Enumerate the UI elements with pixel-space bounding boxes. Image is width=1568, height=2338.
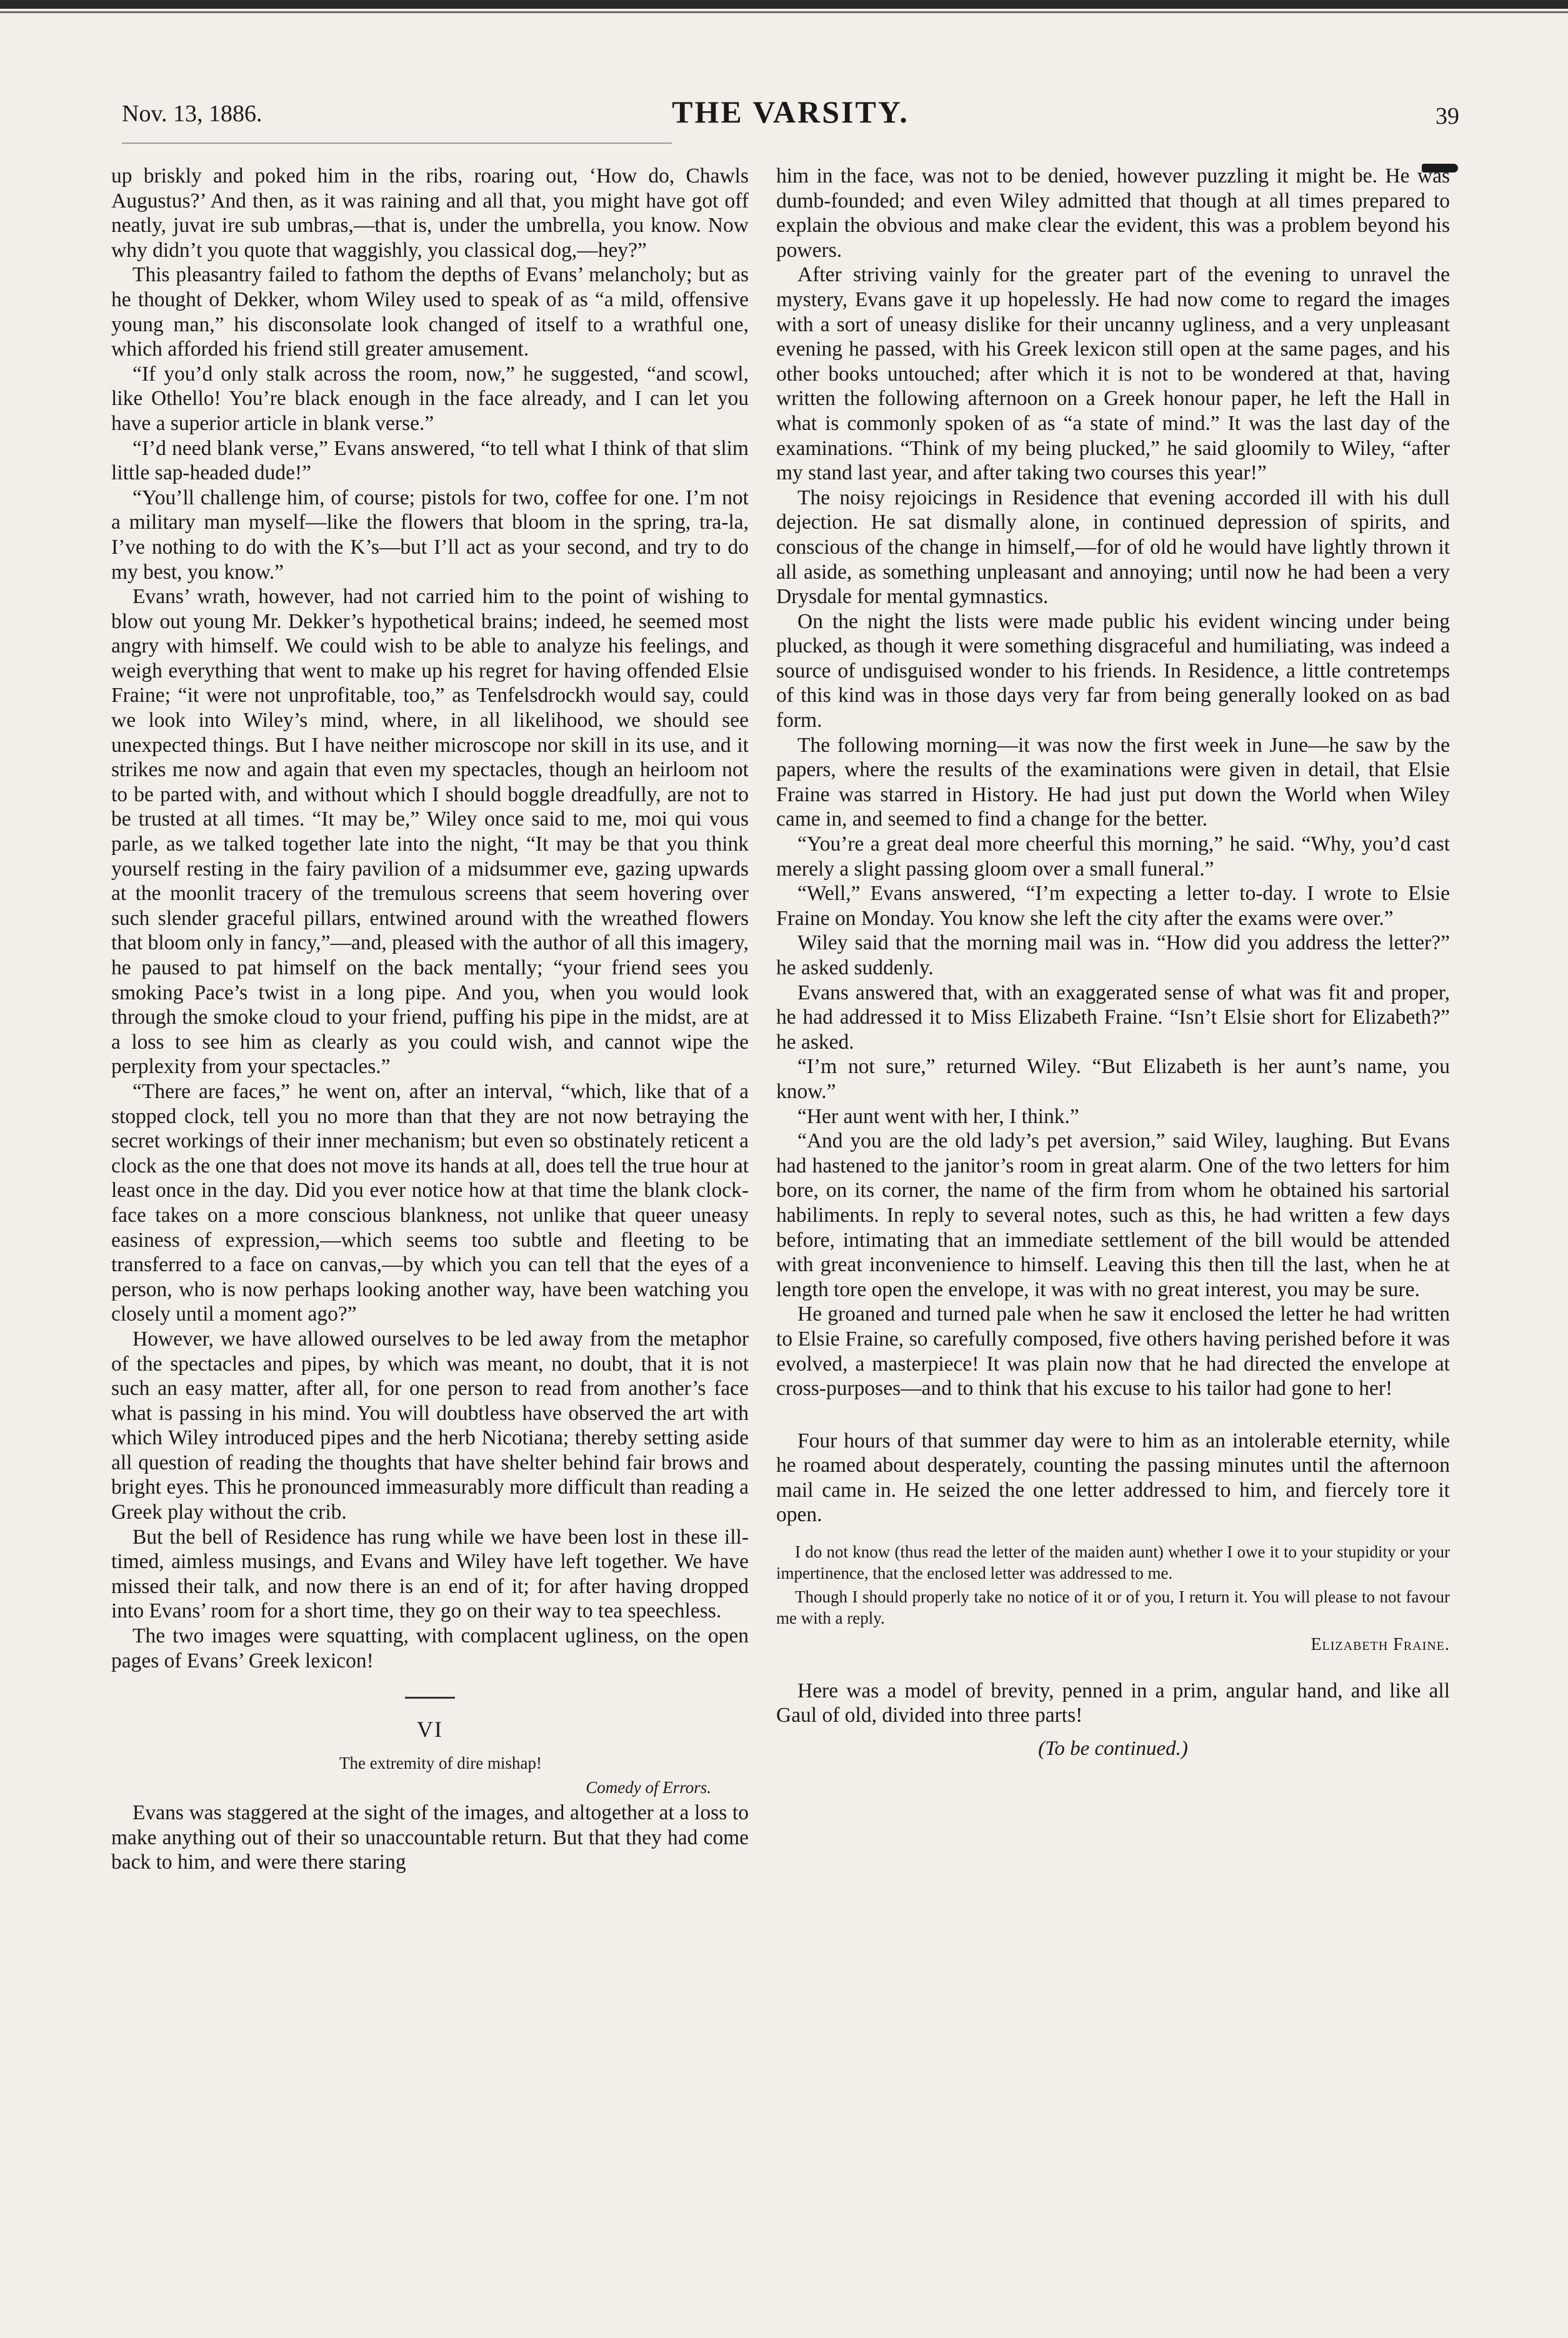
- quoted-letter: [776, 1541, 1450, 1629]
- spacer: [776, 1527, 1450, 1541]
- paragraph: On the night the lists were made public his evident wincing under being plucked, as though it were something disgraceful and humiliating, was indeed a source of undisguised wonder to his friends. In Residence, a little contretemps of this kind was in those days very far from being generally looked on as bad form.: [776, 609, 1450, 732]
- section-number: VI: [417, 1717, 443, 1742]
- right-column: [776, 164, 1450, 1761]
- paragraph: The two images were squatting, with complacent ugliness, on the open pages of Evans’ Greek lexicon!: [111, 1624, 749, 1672]
- to-be-continued: (To be continued.): [1038, 1737, 1188, 1760]
- paragraph: Evans’ wrath, however, had not carried him to the point of wishing to blow out young Mr. Dekker’s hypothetical brains; indeed, he seemed most angry with himself. We could wish to be able to analyze his feelings, and weigh everything that went to make up his regret for having offended Elsie Fraine; “it were not unprofitable, too,” as Tenfelsdrockh would say, could we look into Wiley’s mind, where, in all likelihood, we should see unexpected things. But I have neither microscope nor skill in its use, and it strikes me now and again that even my spectacles, though an heirloom not to be parted with, and without which I should boggle dreadfully, are not to be trusted at all times. “It may be,” Wiley once said to me, moi qui vous parle, as we talked together late into the night, “It may be that you think yourself resting in the fairy pavilion of a midsummer eve, gazing upwards at the moonlit tracery of the tremulous screens that seem hovering over such slender graceful pillars, entwined around with the wreathed flowers that bloom only in fancy,”—and, pleased with the author of all this imagery, he paused to pat himself on the back mentally; “your friend sees you smoking Pace’s twist in a long pipe. And you, when you would look through the smoke cloud to your friend, puffing his pipe in the midst, are at a loss to see him as clearly as you could wish, and cannot wipe the perplexity from your spectacles.”: [111, 585, 749, 1079]
- epigraph-source: Comedy of Errors.: [586, 1778, 711, 1797]
- issue-date: Nov. 13, 1886.: [122, 101, 262, 127]
- scan-top-line: [0, 11, 1568, 13]
- paragraph: Here was a model of brevity, penned in a prim, angular hand, and like all Gaul of old, divided into three parts!: [776, 1679, 1450, 1727]
- paragraph: The following morning—it was now the first week in June—he saw by the papers, where the results of the examinations were given in detail, that Elsie Fraine was starred in History. He had just put down the World when Wiley came in, and seemed to find a change for the better.: [776, 733, 1450, 831]
- letter-paragraph: I do not know (thus read the letter of the maiden aunt) whether I owe it to your stupidity or your impertinence, that the enclosed letter was addressed to me.: [776, 1542, 1450, 1583]
- paragraph: This pleasantry failed to fathom the depths of Evans’ melancholy; but as he thought of Dekker, whom Wiley used to speak of as “a mild, offensive young man,” his disconsolate look changed of itself to a wrathful one, which afforded his friend still greater amusement.: [111, 263, 749, 361]
- paragraph: Evans was staggered at the sight of the images, and altogether at a loss to make anything out of their so unaccountable return. But that they had come back to him, and were there staring: [111, 1801, 749, 1874]
- spacer: [776, 1401, 1450, 1429]
- paragraph: Four hours of that summer day were to him as an intolerable eternity, while he roamed about desperately, counting the passing minutes until the afternoon mail came in. He seized the one letter addressed to him, and fiercely tore it open.: [776, 1429, 1450, 1527]
- paragraph: “I’m not sure,” returned Wiley. “But Elizabeth is her aunt’s name, you know.”: [776, 1055, 1450, 1103]
- paragraph: him in the face, was not to be denied, however puzzling it might be. He was dumb-founded; and even Wiley admitted that though at all times prepared to explain the obvious and make clear the evident, this was a problem beyond his powers.: [776, 164, 1450, 262]
- paragraph: “I’d need blank verse,” Evans answered, “to tell what I think of that slim little sap-headed dude!”: [111, 436, 749, 485]
- paragraph: However, we have allowed ourselves to be led away from the metaphor of the spectacles and pipes, by which was meant, no doubt, that it is not such an easy matter, after all, for one person to read from another’s face what is passing in his mind. You will doubtless have observed the art with which Wiley introduced pipes and the herb Nicotiana; thereby setting aside all question of reading the thoughts that have shelter behind fair brows and bright eyes. This he pronounced immeasurably more difficult than reading a Greek play without the crib.: [111, 1327, 749, 1524]
- paragraph: But the bell of Residence has rung while we have been lost in these ill-timed, aimless musings, and Evans and Wiley have left together. We have missed their talk, and now there is an end of it; for after having dropped into Evans’ room for a short time, they go on their way to tea speechless.: [111, 1525, 749, 1623]
- paragraph: Wiley said that the morning mail was in. “How did you address the letter?” he asked suddenly.: [776, 931, 1450, 979]
- scan-top-edge: [0, 0, 1568, 9]
- letter-signature: Elizabeth Fraine.: [1311, 1635, 1450, 1655]
- paragraph: Evans answered that, with an exaggerated sense of what was fit and proper, he had addressed it to Miss Elizabeth Fraine. “Isn’t Elsie short for Elizabeth?” he asked.: [776, 981, 1450, 1054]
- section-rule: [405, 1697, 455, 1699]
- epigraph-line: The extremity of dire mishap!: [339, 1753, 542, 1772]
- page-header: [122, 94, 1459, 144]
- paragraph: “You’re a great deal more cheerful this morning,” he said. “Why, you’d cast merely a slight passing gloom over a small funeral.”: [776, 832, 1450, 881]
- paragraph: “You’ll challenge him, of course; pistols for two, coffee for one. I’m not a military man myself—like the flowers that bloom in the spring, tra-la, I’ve nothing to do with the K’s—but I’ll act as your second, and try to do my best, you know.”: [111, 486, 749, 584]
- paragraph: “There are faces,” he went on, after an interval, “which, like that of a stopped clock, tell you no more than that they are not now betraying the secret workings of their inner mechanism; but even so obstinately reticent a clock as the one that does not move its hands at all, does tell the true hour at least once in the day. Did you ever notice how at that time the blank clock-face takes on a more conscious blankness, not unlike that queer uneasy easiness of expression,—which seems too subtle and fleeting to be transferred to a face on canvas,—by which you can tell that the eyes of a person, who is now perhaps looking another way, have been watching you closely until a moment ago?”: [111, 1079, 749, 1326]
- paragraph: “Her aunt went with her, I think.”: [797, 1104, 1079, 1128]
- header-rule: [122, 142, 672, 144]
- paragraph: After striving vainly for the greater part of the evening to unravel the mystery, Evans gave it up hopelessly. He had now come to regard the images with a sort of uneasy dislike for their uncanny ugliness, and a very unpleasant evening he passed, with his Greek lexicon still open at the same pages, and his other books untouched; after which it is not to be wondered at that, having written the following afternoon on a Greek honour paper, he left the Hall in what is commonly spoken of as “a state of mind.” It was the last day of the examinations. “Think of my being plucked,” he said gloomily to Wiley, “after my stand last year, and after taking two courses this year!”: [776, 263, 1450, 485]
- left-column: [111, 164, 749, 1875]
- paragraph: up briskly and poked him in the ribs, roaring out, ‘How do, Chawls Augustus?’ And then, as it was raining and all that, you might have got off neatly, juvat ire sub umbras,—that is, under the umbrella, you know. Now why didn’t you quote that waggishly, you classical dog,—hey?”: [111, 164, 749, 262]
- paragraph: He groaned and turned pale when he saw it enclosed the letter he had written to Elsie Fraine, so carefully composed, five others having perished before it was evolved, a masterpiece! It was plain now that he had directed the envelope at cross-purposes—and to think that his excuse to his tailor had gone to her!: [776, 1302, 1450, 1401]
- letter-paragraph: Though I should properly take no notice of it or of you, I return it. You will please to not favour me with a reply.: [776, 1587, 1450, 1628]
- paragraph: “Well,” Evans answered, “I’m expecting a letter to-day. I wrote to Elsie Fraine on Monday. You know she left the city after the exams were over.”: [776, 882, 1450, 930]
- page-number: 39: [1436, 103, 1459, 129]
- masthead-title: THE VARSITY.: [672, 94, 909, 129]
- paragraph: “If you’d only stalk across the room, now,” he suggested, “and scowl, like Othello! You’re black enough in the face already, and I can let you have a superior article in blank verse.”: [111, 362, 749, 435]
- paragraph: “And you are the old lady’s pet aversion,” said Wiley, laughing. But Evans had hastened to the janitor’s room in great alarm. One of the two letters for him bore, on its corner, the name of the firm from whom he obtained his sartorial habiliments. In reply to several notes, such as this, he had written a few days before, intimating that an immediate settlement of the bill would be attended with great inconvenience to himself. Leaving this then till the last, when he at length tore open the envelope, it was with no great interest, you may be sure.: [776, 1129, 1450, 1301]
- paragraph: The noisy rejoicings in Residence that evening accorded ill with his dull dejection. He sat dismally alone, in continued depression of spirits, and conscious of the change in himself,—for of old he would have lightly thrown it all aside, as something unpleasant and annoying; until now he had been a very Drysdale for mental gymnastics.: [776, 486, 1450, 609]
